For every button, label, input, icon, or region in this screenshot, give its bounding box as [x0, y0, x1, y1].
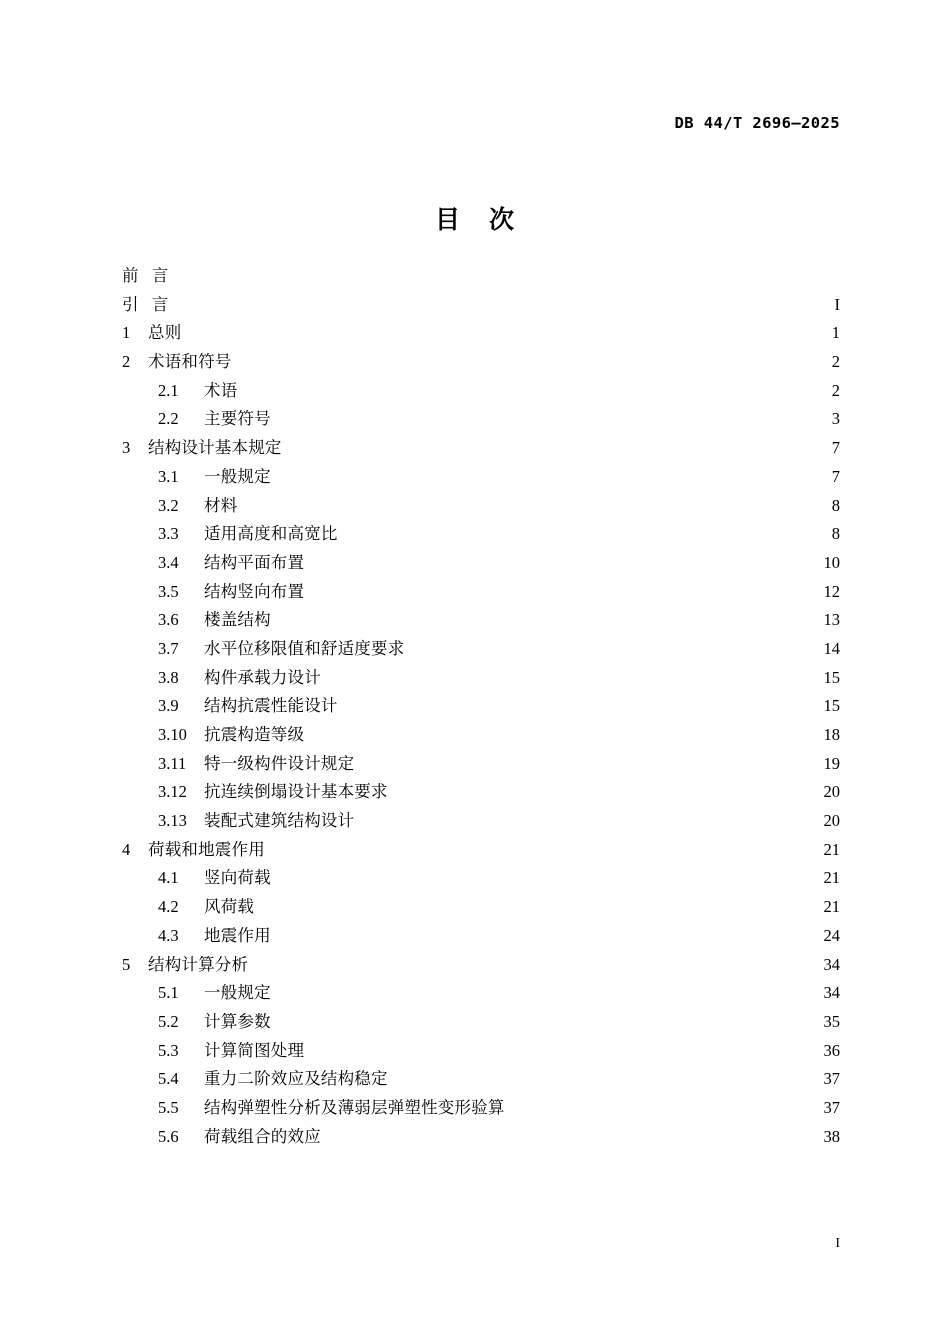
toc-entry[interactable] [122, 1123, 840, 1152]
toc-entry-page-number: 1 [831, 323, 840, 343]
toc-dot-leader [272, 408, 817, 425]
toc-dot-leader [233, 351, 818, 368]
running-header-standard-number: DB 44/T 2696—2025 [674, 114, 840, 132]
toc-entry-label-char-2: 言 [151, 266, 169, 285]
toc-entry-number: 5.6 [158, 1126, 179, 1146]
toc-entry-label: 适用高度和高宽比 [204, 524, 338, 544]
toc-entry[interactable] [122, 864, 840, 893]
toc-entry[interactable] [122, 1065, 840, 1094]
toc-entry-label: 风荷载 [204, 897, 255, 917]
toc-entry-label: 重力二阶效应及结构稳定 [204, 1069, 388, 1089]
toc-entry-label: 特一级构件设计规定 [204, 753, 355, 773]
toc-entry-number: 2.2 [158, 409, 179, 429]
toc-entry-label: 结构计算分析 [148, 954, 249, 974]
toc-entry[interactable] [122, 807, 840, 836]
toc-dot-leader [305, 1039, 817, 1056]
toc-entry-number: 3.11 [158, 753, 187, 773]
toc-entry-label [122, 262, 168, 291]
toc-entry-number: 5.4 [158, 1069, 179, 1089]
toc-entry[interactable] [122, 463, 840, 492]
toc-entry-number: 3.8 [158, 667, 179, 687]
toc-entry-page-number: 2 [831, 352, 840, 372]
toc-entry[interactable] [122, 520, 840, 549]
toc-dot-leader [355, 810, 817, 827]
toc-entry-page-number: 35 [823, 1011, 840, 1031]
toc-entry-label: 结构平面布置 [204, 552, 305, 572]
toc-dot-leader [405, 637, 817, 654]
toc-entry-page-number: 20 [823, 782, 840, 802]
toc-entry-page-number: 8 [831, 495, 840, 515]
toc-entry[interactable] [122, 836, 840, 865]
toc-entry-label-char-1: 引 [122, 294, 139, 314]
toc-entry-page-number: 24 [823, 925, 840, 945]
toc-entry[interactable] [122, 492, 840, 521]
toc-dot-leader [283, 437, 817, 454]
toc-dot-leader [182, 322, 817, 339]
toc-entry-page-number: 21 [823, 839, 840, 859]
toc-entry[interactable] [122, 319, 840, 348]
toc-dot-leader [322, 1125, 817, 1142]
toc-dot-leader [249, 953, 817, 970]
toc-entry-label: 竖向荷载 [204, 868, 271, 888]
toc-entry-label: 总则 [148, 323, 182, 343]
toc-entry-page-number: 34 [823, 954, 840, 974]
toc-entry[interactable] [122, 692, 840, 721]
toc-dot-leader [272, 867, 817, 884]
table-of-contents [122, 262, 840, 1151]
toc-entry-label: 材料 [204, 495, 238, 515]
toc-entry-label: 术语 [204, 380, 238, 400]
toc-dot-leader [305, 724, 817, 741]
toc-dot-leader [272, 609, 817, 626]
toc-entry-label: 荷载和地震作用 [148, 839, 265, 859]
toc-entry-page-number: 18 [823, 725, 840, 744]
toc-entry-page-number: 14 [823, 638, 840, 658]
toc-entry-number: 4.2 [158, 897, 179, 917]
toc-entry[interactable] [122, 578, 840, 607]
toc-entry[interactable] [122, 951, 840, 980]
toc-dot-leader [322, 666, 817, 683]
toc-entry-number: 3.6 [158, 610, 179, 630]
toc-entry-number: 3.9 [158, 696, 179, 716]
toc-entry-page-number: 15 [823, 696, 840, 716]
toc-entry-page-number: 37 [823, 1069, 840, 1089]
toc-entry[interactable] [122, 635, 840, 664]
toc-entry-label: 主要符号 [204, 409, 271, 429]
toc-entry[interactable] [122, 1094, 840, 1123]
toc-entry-number: 1 [122, 323, 131, 343]
toc-dot-leader [506, 1096, 817, 1113]
toc-entry-page-number: 34 [823, 983, 840, 1003]
toc-entry-number: 5.1 [158, 983, 179, 1003]
toc-entry-label: 地震作用 [204, 925, 271, 945]
toc-entry[interactable] [122, 405, 840, 434]
toc-entry-page-number: 15 [823, 667, 840, 687]
toc-dot-leader [389, 1068, 817, 1085]
toc-entry-number: 3.7 [158, 638, 179, 658]
toc-entry[interactable] [122, 979, 840, 1008]
toc-entry[interactable] [122, 434, 840, 463]
toc-entry-label [122, 291, 168, 320]
toc-entry-number: 3 [122, 438, 131, 458]
toc-entry-label-char-1: 前 [122, 266, 139, 285]
toc-entry[interactable] [122, 922, 840, 951]
toc-entry-label: 结构竖向布置 [204, 581, 305, 601]
toc-entry-label: 抗连续倒塌设计基本要求 [204, 782, 388, 802]
toc-entry-page-number: I [834, 294, 840, 314]
toc-entry-label: 计算简图处理 [204, 1040, 305, 1060]
toc-entry-label: 一般规定 [204, 983, 271, 1003]
toc-entry-label: 水平位移限值和舒适度要求 [204, 638, 405, 658]
toc-entry-label-char-2: 言 [151, 294, 169, 314]
toc-dot-leader [169, 293, 817, 310]
toc-dot-leader [266, 838, 817, 855]
toc-entry-number: 3.13 [158, 811, 187, 831]
toc-entry[interactable] [122, 606, 840, 635]
page-title-char-1: 目 [434, 205, 461, 234]
toc-entry-label: 结构弹塑性分析及薄弱层弹塑性变形验算 [204, 1097, 505, 1117]
toc-entry-page-number: 38 [823, 1126, 840, 1146]
toc-entry[interactable] [122, 721, 840, 750]
toc-entry-page-number: 36 [823, 1040, 840, 1060]
toc-entry-page-number: 2 [831, 380, 840, 400]
toc-entry-number: 3.2 [158, 495, 179, 515]
toc-entry-page-number: 20 [823, 811, 840, 831]
toc-entry-page-number: 7 [831, 466, 840, 486]
toc-entry-number: 2.1 [158, 380, 179, 400]
toc-entry-number: 3.4 [158, 552, 179, 572]
toc-entry-number: 3.10 [158, 725, 187, 744]
toc-entry-label: 构件承载力设计 [204, 667, 321, 687]
toc-entry-page-number: 12 [823, 581, 840, 601]
toc-entry-page-number: 8 [831, 524, 840, 544]
toc-dot-leader [238, 494, 817, 511]
toc-entry-page-number: 19 [823, 753, 840, 773]
toc-entry-label: 结构设计基本规定 [148, 438, 282, 458]
toc-dot-leader [305, 551, 817, 568]
toc-entry-page-number: 21 [823, 868, 840, 888]
toc-dot-leader [272, 1010, 817, 1027]
toc-entry-label: 装配式建筑结构设计 [204, 811, 355, 831]
toc-entry[interactable] [122, 1037, 840, 1066]
toc-entry-page-number: 37 [823, 1097, 840, 1117]
toc-entry[interactable] [122, 1008, 840, 1037]
footer-page-number: I [835, 1236, 840, 1251]
toc-entry[interactable] [122, 664, 840, 693]
toc-entry-number: 5.2 [158, 1011, 179, 1031]
toc-entry-page-number: 7 [831, 438, 840, 458]
toc-entry-number: 3.3 [158, 524, 179, 544]
toc-entry[interactable] [122, 291, 840, 320]
toc-entry-number: 5 [122, 954, 131, 974]
toc-entry-label: 楼盖结构 [204, 610, 271, 630]
toc-dot-leader [169, 265, 839, 282]
page-title-char-2: 次 [489, 205, 516, 234]
toc-entry-number: 2 [122, 352, 131, 372]
toc-dot-leader [238, 379, 817, 396]
toc-entry[interactable] [122, 893, 840, 922]
toc-entry-number: 3.5 [158, 581, 179, 601]
toc-entry-number: 5.5 [158, 1097, 179, 1117]
toc-entry-label: 计算参数 [204, 1011, 271, 1031]
toc-dot-leader [272, 465, 817, 482]
toc-dot-leader [339, 523, 817, 540]
toc-entry[interactable] [122, 262, 840, 291]
toc-dot-leader [305, 580, 817, 597]
toc-entry[interactable] [122, 778, 840, 807]
toc-entry-number: 4.3 [158, 925, 179, 945]
toc-dot-leader [255, 896, 817, 913]
toc-entry-label: 抗震构造等级 [204, 725, 305, 744]
toc-entry-page-number: 21 [823, 897, 840, 917]
toc-entry[interactable] [122, 750, 840, 779]
toc-entry-label: 术语和符号 [148, 352, 232, 372]
toc-entry-page-number: 10 [823, 552, 840, 572]
toc-dot-leader [339, 695, 817, 712]
toc-entry[interactable] [122, 348, 840, 377]
toc-dot-leader [272, 924, 817, 941]
page-title [0, 200, 950, 236]
toc-entry-page-number: 3 [831, 409, 840, 429]
toc-entry-number: 4.1 [158, 868, 179, 888]
toc-entry-number: 3.1 [158, 466, 179, 486]
toc-entry-label: 荷载组合的效应 [204, 1126, 321, 1146]
toc-dot-leader [272, 982, 817, 999]
toc-entry-number: 4 [122, 839, 131, 859]
toc-entry-label: 结构抗震性能设计 [204, 696, 338, 716]
toc-entry-page-number: 13 [823, 610, 840, 630]
toc-dot-leader [355, 752, 817, 769]
toc-entry-number: 3.12 [158, 782, 187, 802]
toc-entry-label: 一般规定 [204, 466, 271, 486]
toc-entry-number: 5.3 [158, 1040, 179, 1060]
toc-entry[interactable] [122, 377, 840, 406]
toc-dot-leader [389, 781, 817, 798]
toc-entry[interactable] [122, 549, 840, 578]
